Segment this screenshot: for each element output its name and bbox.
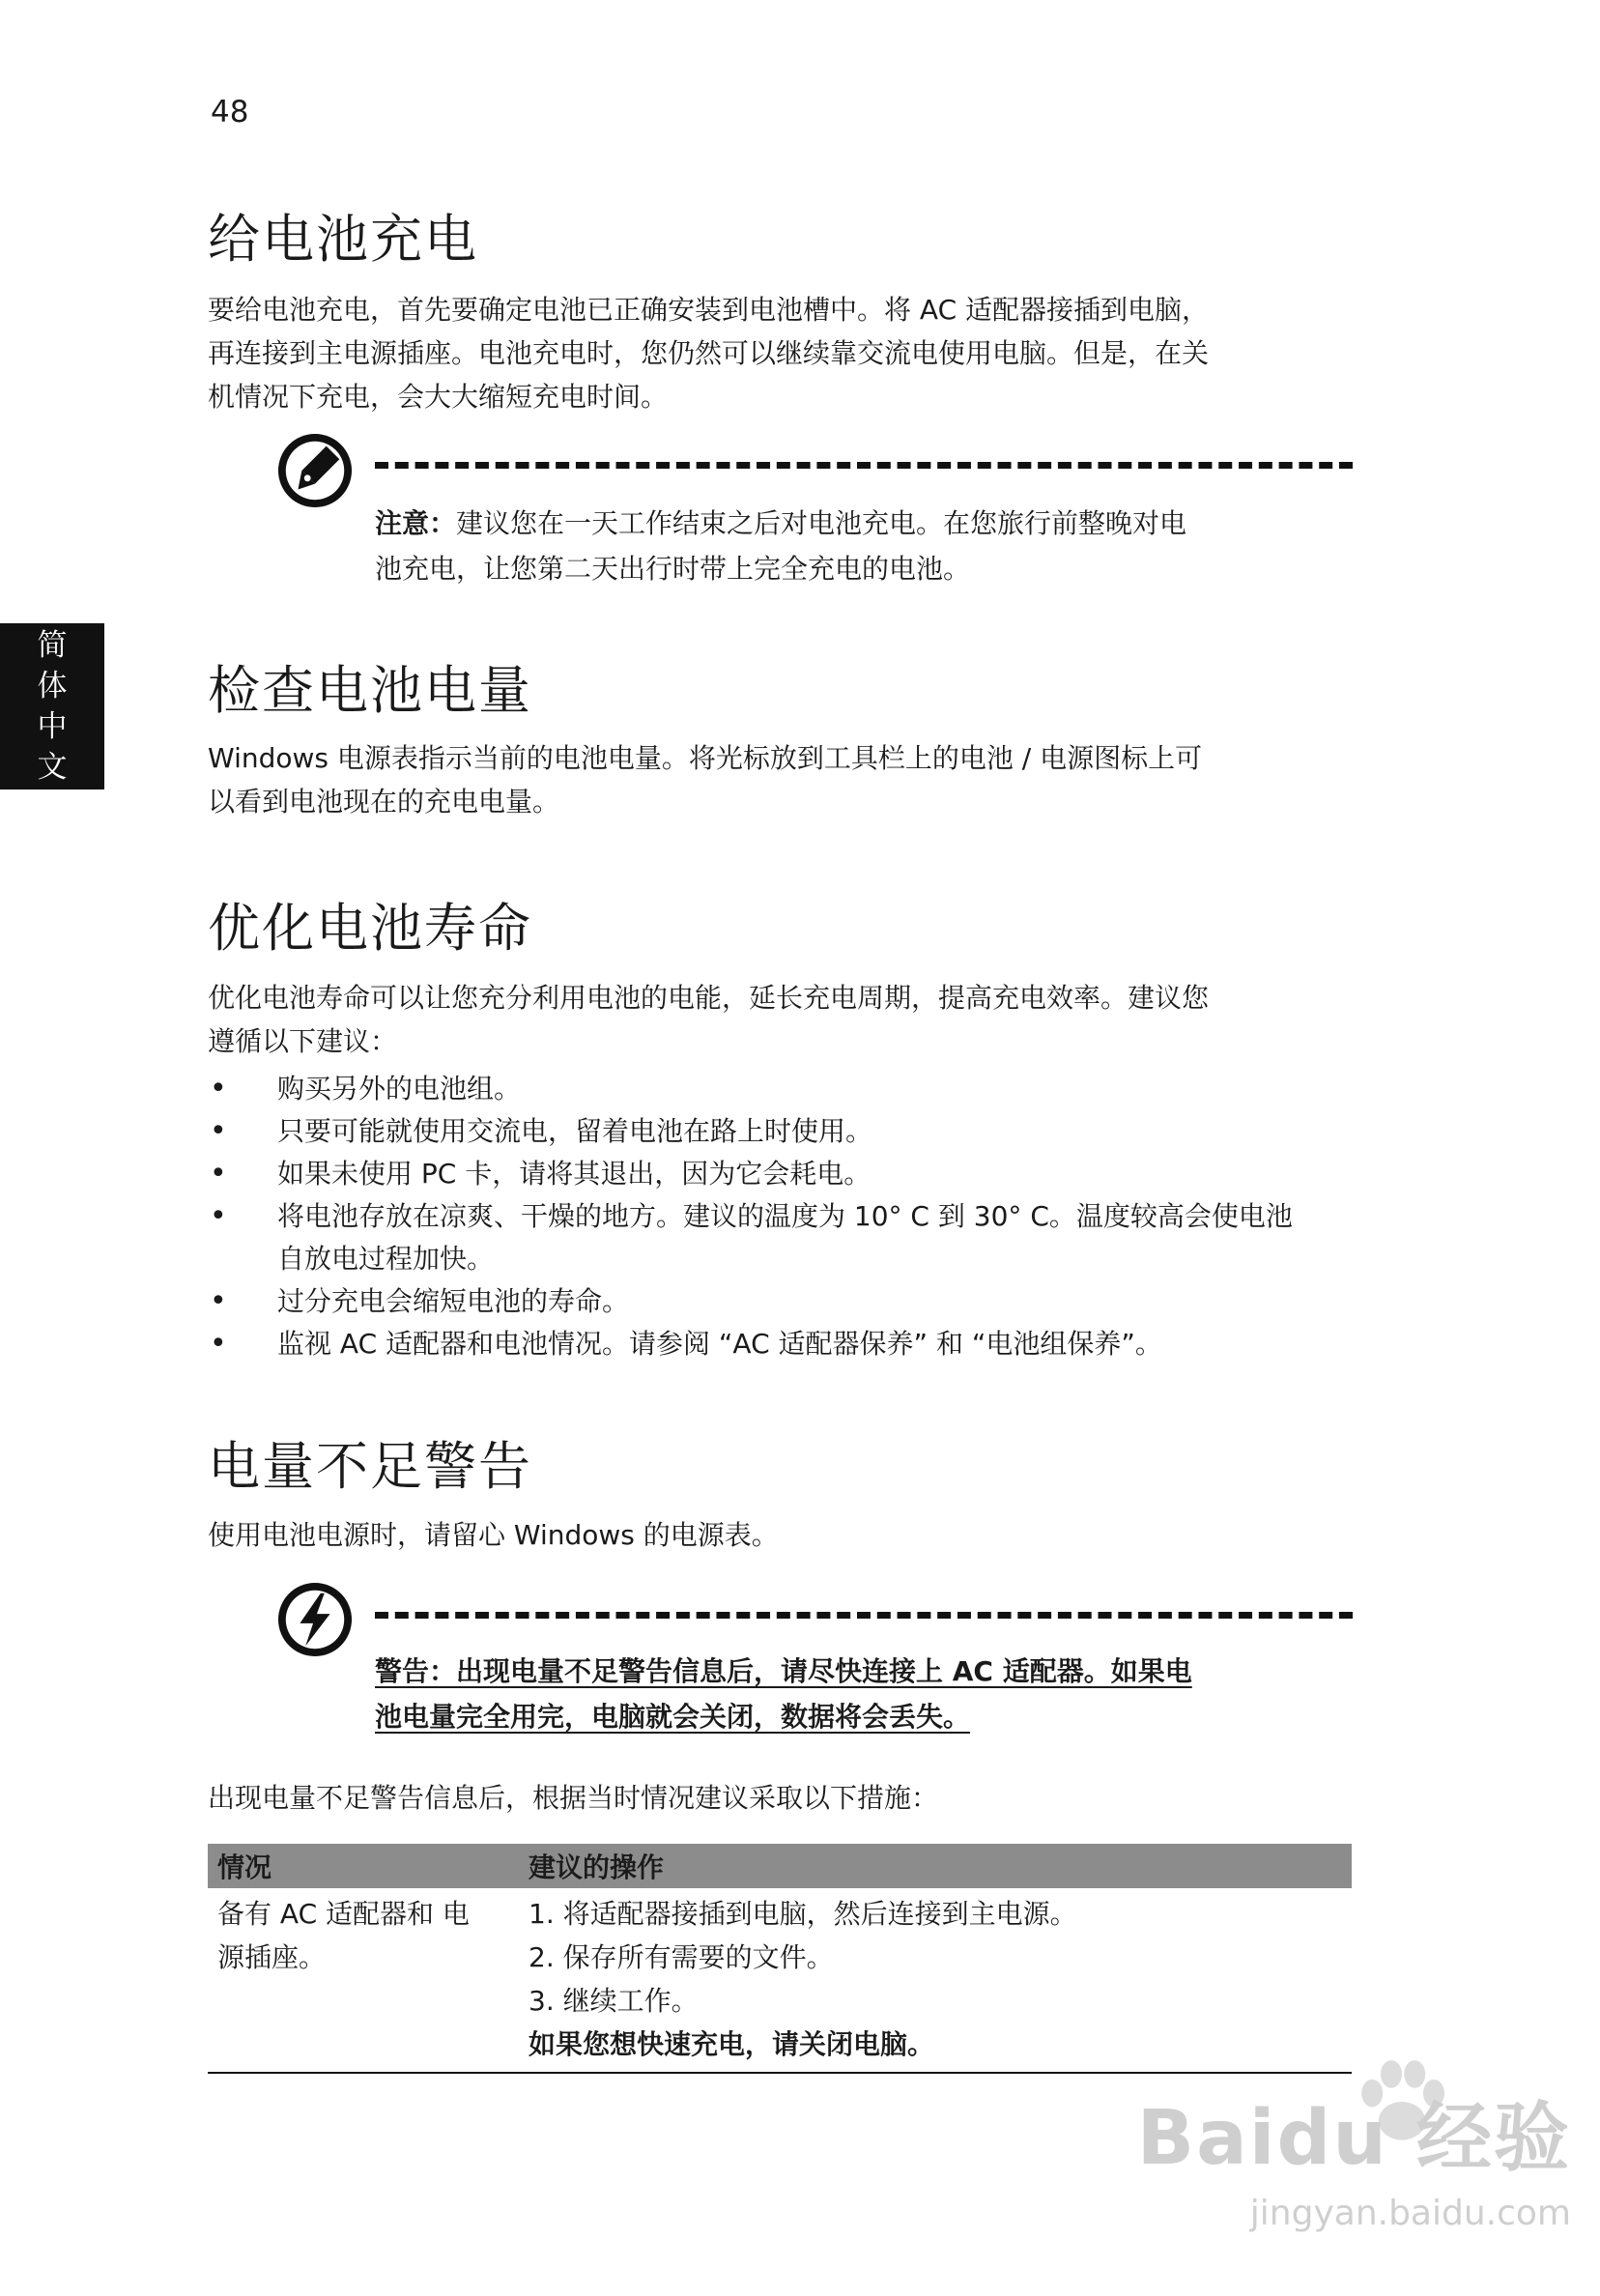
optimize-tips-list	[208, 1068, 1357, 1365]
optimize-body	[208, 976, 1348, 1063]
watermark-url: jingyan.baidu.com	[1249, 2194, 1571, 2233]
table-header-situation: 情况	[208, 1844, 519, 1888]
note-line: 池充电，让您第二天出行时带上完全充电的电池。	[375, 553, 971, 585]
side-tab-char: 中	[37, 709, 68, 744]
baidu-watermark	[1069, 2049, 1571, 2281]
cell-line: 备有 AC 适配器和 电	[217, 1898, 470, 1930]
warning-divider	[375, 1612, 1353, 1619]
list-item: • 将电池存放在凉爽、干燥的地方。建议的温度为 10° C 到 30° C。温度较高会使电池自放电过程加快。	[208, 1195, 1357, 1280]
table-cell-actions	[519, 1888, 1352, 2073]
low-body: 使用电池电源时，请留心 Windows 的电源表。	[208, 1519, 779, 1551]
cell-line: 3. 继续工作。	[529, 1985, 699, 2017]
section-title-low-battery: 电量不足警告	[208, 1436, 532, 1497]
cell-line: 源插座。	[217, 1941, 327, 1973]
body-line: 优化电池寿命可以让您充分利用电池的电能，延长充电周期，提高充电效率。建议您	[208, 982, 1210, 1014]
low-after-text: 出现电量不足警告信息后，根据当时情况建议采取以下措施：	[208, 1782, 939, 1814]
table-header-action: 建议的操作	[519, 1844, 1352, 1888]
low-battery-warning	[375, 1649, 1302, 1739]
warning-lightning-icon	[277, 1582, 353, 1657]
body-line: 再连接到主电源插座。电池充电时，您仍然可以继续靠交流电使用电脑。但是，在关	[208, 337, 1210, 369]
body-line: 要给电池充电，首先要确定电池已正确安装到电池槽中。将 AC 适配器接插到电脑，	[208, 294, 1210, 326]
cell-line: 1. 将适配器接插到电脑，然后连接到主电源。	[529, 1898, 1077, 1930]
section-title-optimize: 优化电池寿命	[208, 898, 532, 959]
section-title-charge: 给电池充电	[208, 209, 478, 270]
side-tab-char: 文	[37, 750, 68, 785]
table-header-row	[208, 1844, 1352, 1888]
body-line: 机情况下充电，会大大缩短充电时间。	[208, 381, 669, 413]
charge-body	[208, 288, 1348, 418]
body-line: Windows 电源表指示当前的电池电量。将光标放到工具栏上的电池 / 电源图标上可	[208, 742, 1203, 774]
language-side-tab	[0, 623, 104, 789]
cell-line-bold: 如果您想快速充电，请关闭电脑。	[529, 2028, 935, 2060]
table-cell-situation	[208, 1888, 519, 2073]
note-pen-icon	[277, 433, 353, 508]
side-tab-char: 简	[37, 628, 68, 663]
warning-line: 池电量完全用完，电脑就会关闭，数据将会丢失。	[375, 1701, 971, 1733]
section-title-check: 检查电池电量	[208, 660, 532, 721]
cell-line: 2. 保存所有需要的文件。	[529, 1941, 834, 1973]
page-number: 48	[211, 95, 249, 129]
side-tab-char: 体	[37, 669, 68, 703]
note-line: 建议您在一天工作结束之后对电池充电。在您旅行前整晚对电	[456, 507, 1187, 539]
charge-note	[375, 501, 1302, 591]
check-body	[208, 736, 1348, 823]
list-item: • 如果未使用 PC 卡，请将其退出，因为它会耗电。	[208, 1153, 1357, 1195]
list-item: • 过分充电会缩短电池的寿命。	[208, 1280, 1357, 1323]
list-item: • 购买另外的电池组。	[208, 1068, 1357, 1110]
table-row	[208, 1888, 1352, 2073]
body-line: 以看到电池现在的充电电量。	[208, 786, 560, 818]
body-line: 遵循以下建议：	[208, 1025, 398, 1057]
note-divider	[375, 462, 1353, 469]
actions-table	[208, 1844, 1352, 2074]
warning-line: 警告：出现电量不足警告信息后，请尽快连接上 AC 适配器。如果电	[375, 1655, 1192, 1687]
watermark-logo-text: Baidu 经验	[1136, 2095, 1571, 2182]
list-item: • 监视 AC 适配器和电池情况。请参阅 “AC 适配器保养” 和 “电池组保养”。	[208, 1323, 1357, 1365]
list-item: • 只要可能就使用交流电，留着电池在路上时使用。	[208, 1110, 1357, 1153]
note-label: 注意：	[375, 507, 457, 539]
